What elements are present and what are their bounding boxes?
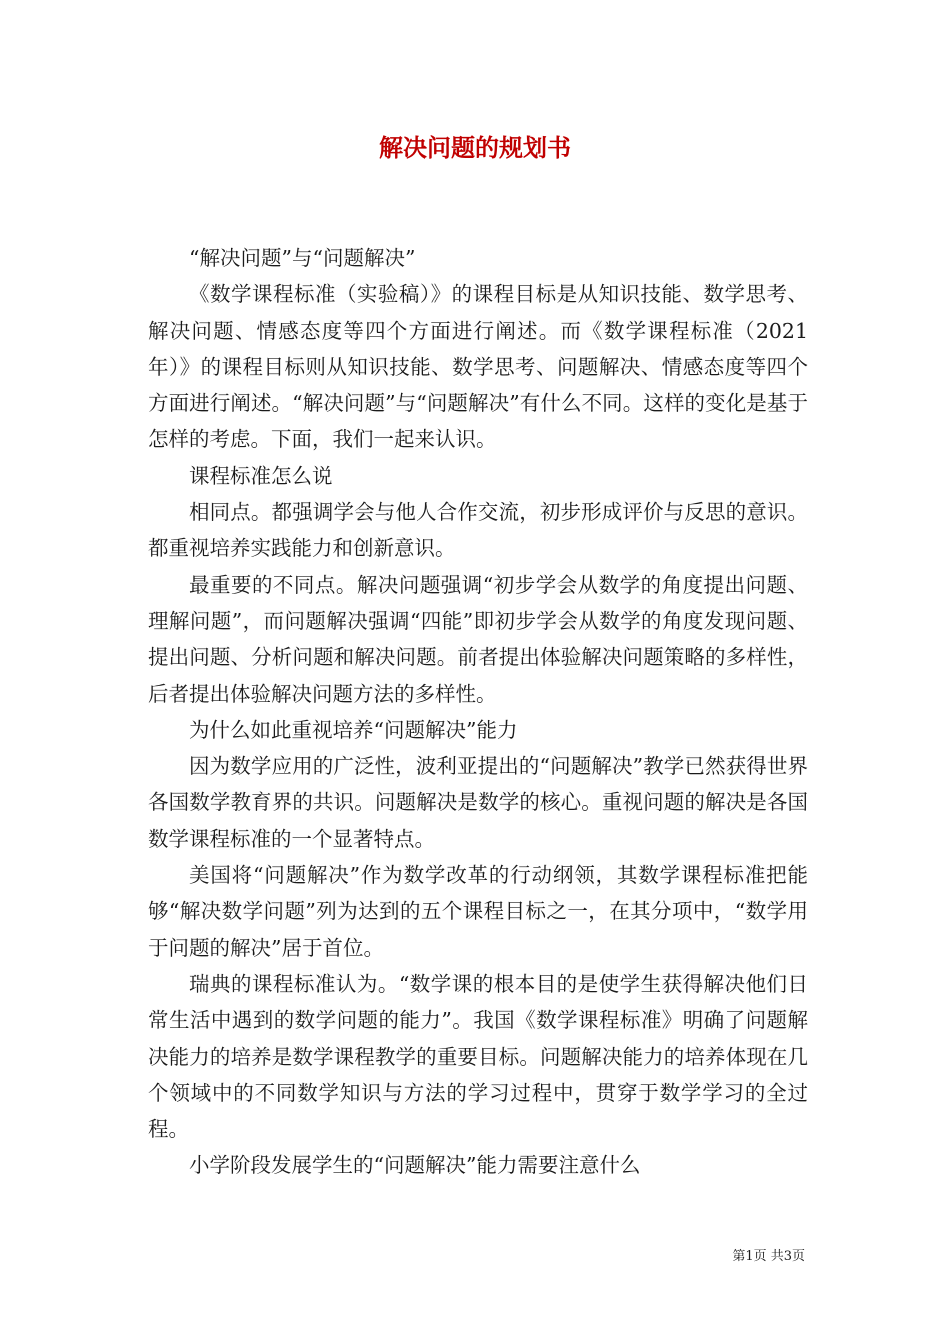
paragraph-heading-2: 课程标准怎么说 xyxy=(189,463,333,488)
paragraph: 最重要的不同点。解决问题强调“初步学会从数学的角度提出问题、理解问题”，而问题解决强调“四能”即初步学会从数学的角度发现问题、提出问题、分析问题和解决问题。前者提出体验解决问题策略的多样性，后者提出体验解决问题方法的多样性。 xyxy=(148,572,808,706)
page-indicator: 第1页 共3页 xyxy=(732,1249,805,1264)
paragraph-heading-1: “解决问题”与“问题解决” xyxy=(189,246,416,270)
paragraph: 美国将“问题解决”作为数学改革的行动纲领，其数学课程标准把能够“解决数学问题”列为达到的五个课程目标之一，在其分项中，“数学用于问题的解决”居于首位。 xyxy=(148,863,808,960)
paragraph: 《数学课程标准（实验稿）》的课程目标是从知识技能、数学思考、解决问题、情感态度等四个方面进行阐述。而《数学课程标准（2021年）》的课程目标则从知识技能、数学思考、问题解决、情感态度等四个方面进行阐述。“解决问题”与“问题解决”有什么不同。这样的变化是基于怎样的考虑。下面，我们一起来认识。 xyxy=(148,282,808,452)
paragraph-heading-3: 为什么如此重视培养“问题解决”能力 xyxy=(189,717,518,742)
document-body xyxy=(148,240,808,1184)
paragraph: 瑞典的课程标准认为。“数学课的根本目的是使学生获得解决他们日常生活中遇到的数学问题的能力”。我国《数学课程标准》明确了问题解决能力的培养是数学课程教学的重要目标。问题解决能力的培养体现在几个领域中的不同数学知识与方法的学习过程中，贯穿于数学学习的全过程。 xyxy=(148,971,808,1142)
paragraph-heading-4: 小学阶段发展学生的“问题解决”能力需要注意什么 xyxy=(189,1153,641,1178)
paragraph: 因为数学应用的广泛性，波利亚提出的“问题解决”教学已然获得世界各国数学教育界的共识。问题解决是数学的核心。重视问题的解决是各国数学课程标准的一个显著特点。 xyxy=(148,754,808,851)
paragraph: 相同点。都强调学会与他人合作交流，初步形成评价与反思的意识。都重视培养实践能力和创新意识。 xyxy=(148,500,808,561)
document-title: 解决问题的规划书 xyxy=(379,133,571,162)
